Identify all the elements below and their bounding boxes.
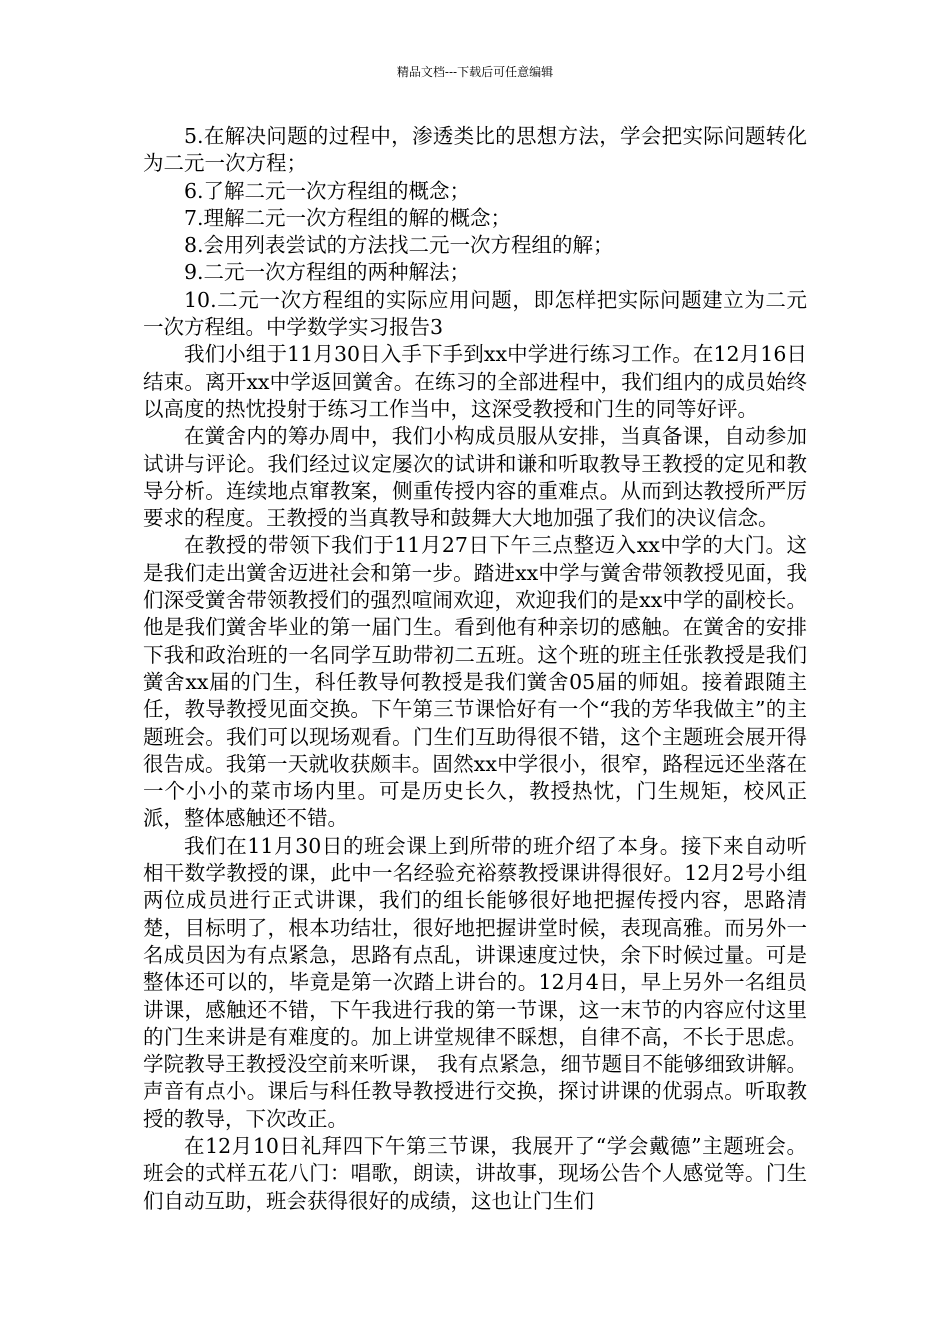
paragraph: 在教授的带领下我们于11月27日下午三点整迈入xx中学的大门。这是我们走出黉舍迈进社会和第一步。踏进xx中学与黉舍带领教授见面，我们深受黉舍带领教授们的强烈喧闹欢迎，欢迎我们的是xx中学的副校长。他是我们黉舍毕业的第一届门生。看到他有种亲切的感触。在黉舍的安排下我和政治班的一名同学互助带初二五班。这个班的班主任张教授是我们黉舍xx届的门生，科任教导何教授是我们黉舍05届的师姐。接着跟随主任，教导教授见面交换。下午第三节课恰好有一个“我的芳华我做主”的主题班会。我们可以现场观看。门生们互助得很不错，这个主题班会展开得很告成。我第一天就收获颇丰。固然xx中学很小，很窄，路程远还坐落在一个小小的菜市场内里。可是历史长久，教授热忱，门生规矩，校风正派，整体感触还不错。 bbox=[143, 533, 807, 831]
paragraph: 8.会用列表尝试的方法找二元一次方程组的解； bbox=[184, 233, 614, 258]
paragraph: 我们小组于11月30日入手下手到xx中学进行练习工作。在12月16日结束。离开xx中学返回黉舍。在练习的全部进程中，我们组内的成员始终以高度的热忱投射于练习工作当中，这深受教授和门生的同等好评。 bbox=[143, 342, 807, 421]
paragraph: 10.二元一次方程组的实际应用问题，即怎样把实际问题建立为二元一次方程组。中学数学实习报告3 bbox=[143, 287, 807, 340]
document-body bbox=[143, 123, 807, 1215]
paragraph: 5.在解决问题的过程中，渗透类比的思想方法，学会把实际问题转化为二元一次方程； bbox=[143, 124, 807, 176]
paragraph: 在12月10日礼拜四下午第三节课，我展开了“学会戴德”主题班会。班会的式样五花八门：唱歌，朗读，讲故事，现场公告个人感觉等。门生们自动互助，班会获得很好的成绩，这也让门生们 bbox=[143, 1133, 807, 1213]
paragraph: 在黉舍内的筹办周中，我们小构成员服从安排，当真备课，自动参加试讲与评论。我们经过议定屡次的试讲和谦和听取教导王教授的定见和教导分析。连续地点窜教案，侧重传授内容的重难点。从而到达教授所严厉要求的程度。王教授的当真教导和鼓舞大大地加强了我们的决议信念。 bbox=[143, 424, 807, 531]
paragraph: 6.了解二元一次方程组的概念； bbox=[184, 178, 471, 203]
paragraph: 7.理解二元一次方程组的解的概念； bbox=[184, 205, 512, 230]
page-header: 精品文档---下载后可任意编辑 bbox=[396, 65, 554, 79]
paragraph: 9.二元一次方程组的两种解法； bbox=[184, 260, 471, 285]
paragraph: 我们在11月30日的班会课上到所带的班介绍了本身。接下来自动听相干数学教授的课，此中一名经验充裕蔡教授课讲得很好。12月2号小组两位成员进行正式讲课，我们的组长能够很好地把握传授内容，思路清楚，目标明了，根本功结壮，很好地把握讲堂时候，表现高雅。而另外一名成员因为有点紧急，思路有点乱，讲课速度过快，余下时候过量。可是整体还可以的，毕竟是第一次踏上讲台的。12月4日，早上另外一名组员讲课，感触还不错，下午我进行我的第一节课，这一末节的内容应付这里的门生来讲是有难度的。加上讲堂规律不睬想，自律不高，不长于思虑。学院教导王教授没空前来听课， 我有点紧急，细节题目不能够细致讲解。声音有点小。课后与科任教导教授进行交换，探讨讲课的优弱点。听取教授的教导，下次改正。 bbox=[143, 833, 807, 1131]
